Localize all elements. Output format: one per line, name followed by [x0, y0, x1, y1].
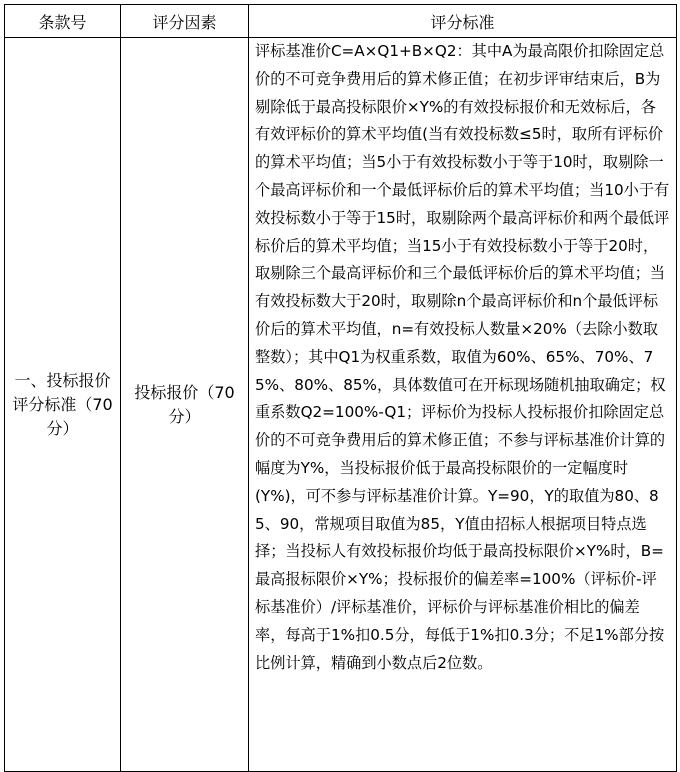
- criteria-text: 评标基准价C=A×Q1+B×Q2：其中A为最高限价扣除固定总价的不可竞争费用后的算术修正值；在初步评审结束后，B为剔除低于最高投标限价×Y%的有效投标报价和无效标后，各有效评标价的算术平均值(当有效投标数≤5时，取所有评标价的算术平均值；当5小于有效投标数小于等于10时，取剔除一个最高评标价和一个最低评标价后的算术平均值；当10小于有效投标数小于等于15时，取剔除两个最高评标价和两个最低评标价后的算术平均值；当15小于有效投标数小于等于20时，取剔除三个最高评标价和三个最低评标价后的算术平均值；当有效投标数大于20时，取剔除n个最高评标价和n个最低评标价后的算术平均值，n=有效投标人数量×20%（去除小数取整数）；其中Q1为权重系数，取值为60%、65%、70%、75%、80%、85%，具体数值可在开标现场随机抽取确定；权重系数Q2=100%-Q1；评标价为投标人投标报价扣除固定总价的不可竞争费用后的算术修正值；不参与评标基准价计算的幅度为Y%，当投标报价低于最高投标限价的一定幅度时(Y%)，可不参与评标基准价计算。Y=90，Y的取值为80、85、90，常规项目取值为85，Y值由招标人根据项目特点选择；当投标人有效投标报价均低于最高投标限价×Y%时，B=最高报标限价×Y%；投标报价的偏差率=100%（评标价-评标基准价）/评标基准价，评标价与评标基准价相比的偏差率，每高于1%扣0.5分，每低于1%扣0.3分；不足1%部分按比例计算，精确到小数点后2位数。: [255, 42, 670, 672]
- table-header-row: [5, 5, 677, 38]
- header-clause-number: 条款号: [5, 5, 121, 38]
- header-scoring-criteria: 评分标准: [249, 5, 677, 38]
- header-scoring-factor: 评分因素: [121, 5, 249, 38]
- criteria-cell: [249, 38, 677, 772]
- clause-text: 一、投标报价评分标准（70分）: [12, 370, 113, 438]
- factor-text: 投标报价（70分）: [134, 382, 235, 426]
- factor-cell: [121, 38, 249, 772]
- scoring-table: [4, 4, 677, 772]
- table-row: [5, 38, 677, 772]
- clause-cell: [5, 38, 121, 772]
